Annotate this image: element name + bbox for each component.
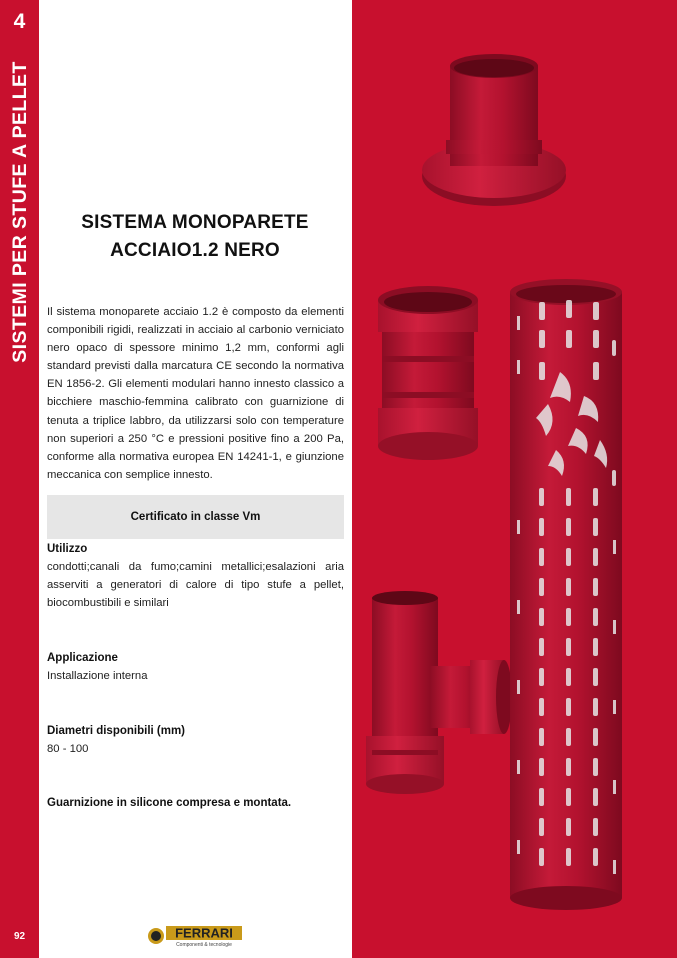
guarnizione-note: Guarnizione in silicone compresa e montata. [47, 797, 292, 809]
product-description: Il sistema monoparete acciaio 1.2 è composto da elementi componibili rigidi, realizzati in acciaio al carbonio verniciato nero opaco di spessore minimo 1,2 mm, conformi agli standard previsti dalla marcatura CE secondo la normativa EN 1856-2. Gli elementi modulari hanno innesto classico a bicchiere maschio-femmina calibrato con guarnizione di tenuta a triplice labbro, da utilizzarsi solo con temperature non superiori a 250 °C e pressioni positive fino a 200 Pa, conforme alla normativa europea EN 14241-1, e giunzione meccanica con semplice innesto. [47, 306, 344, 481]
product-title [40, 209, 350, 265]
page-number: 92 [13, 931, 26, 942]
utilizzo-text: condotti;canali da fumo;camini metallici;esalazioni aria asserviti a generatori di calore di tipo stufe a pellet, biocombustibili e similari [47, 561, 344, 610]
utilizzo-heading: Utilizzo [47, 543, 88, 555]
right-product-panel [352, 0, 677, 958]
diametri-heading: Diametri disponibili (mm) [47, 725, 186, 737]
logo-tagline: Componenti & tecnologie [176, 942, 232, 948]
applicazione-text: Installazione interna [47, 670, 148, 682]
vertical-section-title: SISTEMI PER STUFE A PELLET [9, 61, 31, 363]
product-title-line2: ACCIAIO1.2 NERO [110, 240, 280, 261]
certification-box [47, 495, 344, 539]
diametri-text: 80 - 100 [47, 743, 89, 755]
applicazione-heading: Applicazione [47, 652, 118, 664]
chapter-number: 4 [13, 10, 26, 33]
logo-wordmark: FERRARI [175, 925, 233, 941]
certification-label: Certificato in classe Vm [130, 511, 261, 523]
ferrari-logo [146, 924, 242, 948]
product-title-line1: SISTEMA MONOPARETE [81, 212, 309, 233]
